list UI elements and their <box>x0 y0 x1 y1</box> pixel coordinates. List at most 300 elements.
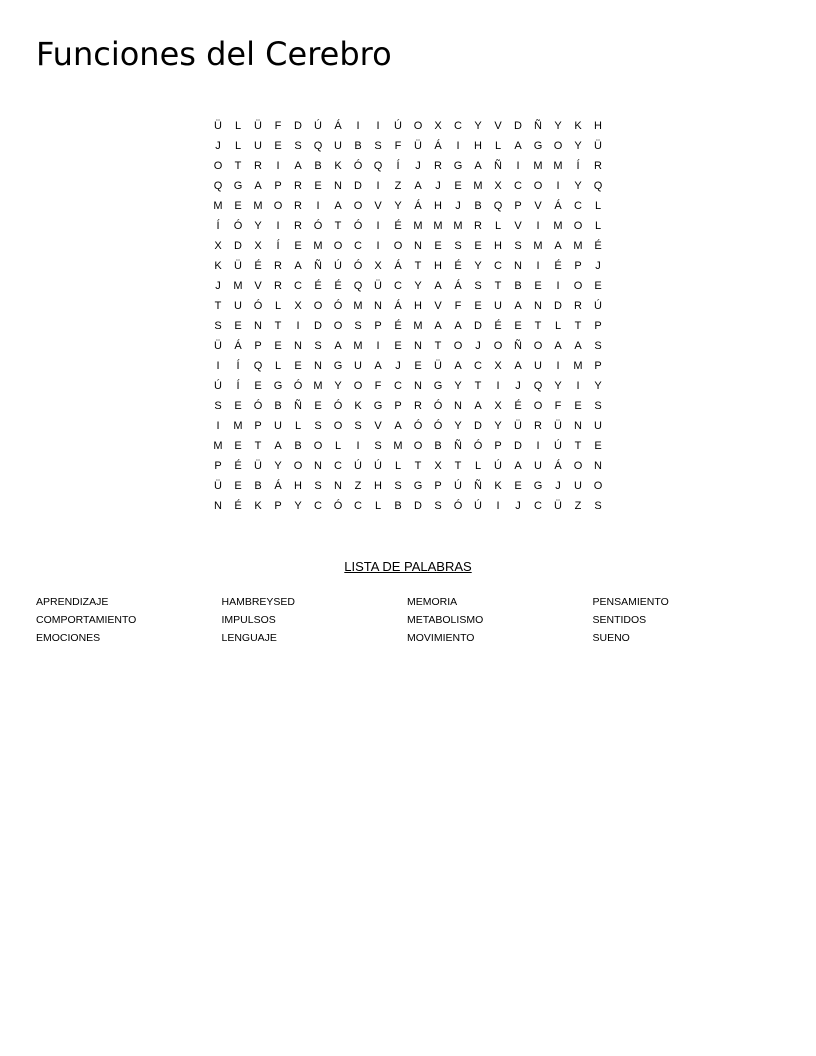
grid-letter: O <box>533 180 543 192</box>
grid-letter: C <box>394 380 402 392</box>
grid-letter: O <box>353 200 363 212</box>
grid-letter: Q <box>493 200 503 212</box>
grid-letter: M <box>473 180 483 192</box>
grid-letter: K <box>354 400 362 412</box>
grid-letter: A <box>434 320 442 332</box>
grid-letter: U <box>494 300 502 312</box>
grid-letter: S <box>434 500 442 512</box>
page-title: Funciones del Cerebro <box>36 35 392 73</box>
grid-letter: M <box>353 340 363 352</box>
grid-letter: E <box>254 380 262 392</box>
grid-letter: Ó <box>333 500 343 512</box>
grid-letter: E <box>314 400 322 412</box>
word-list-item: EMOCIONES <box>36 632 101 644</box>
grid-letter: E <box>394 340 402 352</box>
grid-letter: U <box>254 140 262 152</box>
grid-letter: I <box>516 160 520 172</box>
grid-letter: Í <box>236 380 240 392</box>
grid-letter: Ó <box>253 400 263 412</box>
grid-letter: F <box>394 140 402 152</box>
grid-letter: H <box>594 120 602 132</box>
grid-letter: R <box>534 420 542 432</box>
grid-letter: X <box>434 120 442 132</box>
grid-letter: V <box>374 420 382 432</box>
grid-letter: G <box>433 380 443 392</box>
grid-letter: Á <box>554 460 562 472</box>
grid-letter: A <box>514 300 522 312</box>
grid-letter: E <box>234 400 242 412</box>
grid-letter: I <box>456 140 460 152</box>
grid-letter: E <box>594 440 602 452</box>
grid-letter: E <box>434 240 442 252</box>
grid-letter: R <box>294 180 302 192</box>
grid-letter: X <box>494 180 502 192</box>
grid-letter: I <box>276 220 280 232</box>
grid-letter: P <box>594 320 602 332</box>
grid-letter: B <box>474 200 482 212</box>
grid-letter: Ñ <box>474 480 482 492</box>
grid-letter: Q <box>353 280 363 292</box>
grid-letter: B <box>434 440 442 452</box>
grid-letter: Ó <box>353 160 363 172</box>
grid-letter: O <box>273 200 283 212</box>
grid-letter: D <box>514 120 522 132</box>
grid-letter: Í <box>236 360 240 372</box>
grid-letter: I <box>376 220 380 232</box>
grid-letter: O <box>313 440 323 452</box>
grid-letter: Ü <box>214 340 222 352</box>
grid-letter: Ú <box>474 500 482 512</box>
grid-letter: K <box>494 480 502 492</box>
grid-letter: A <box>554 340 562 352</box>
grid-letter: E <box>234 480 242 492</box>
grid-letter: I <box>376 180 380 192</box>
grid-letter: T <box>254 440 262 452</box>
word-list-item: METABOLISMO <box>407 614 484 626</box>
grid-letter: E <box>474 240 482 252</box>
grid-letter: P <box>514 200 522 212</box>
grid-letter: N <box>374 300 382 312</box>
grid-letter: É <box>514 400 522 412</box>
grid-letter: Ü <box>234 260 242 272</box>
grid-letter: O <box>413 120 423 132</box>
grid-letter: Ü <box>554 420 562 432</box>
grid-letter: G <box>533 480 543 492</box>
grid-letter: J <box>595 260 601 272</box>
grid-letter: M <box>533 160 543 172</box>
grid-letter: O <box>393 240 403 252</box>
grid-letter: Ú <box>454 480 462 492</box>
grid-letter: X <box>494 360 502 372</box>
grid-letter: A <box>554 240 562 252</box>
grid-letter: R <box>274 280 282 292</box>
grid-letter: O <box>333 240 343 252</box>
grid-letter: Y <box>554 120 562 132</box>
grid-letter: L <box>274 360 282 372</box>
grid-letter: F <box>374 380 382 392</box>
grid-letter: G <box>413 480 423 492</box>
grid-letter: Z <box>394 180 402 192</box>
grid-letter: L <box>234 120 242 132</box>
grid-letter: B <box>254 480 262 492</box>
grid-letter: T <box>474 380 482 392</box>
grid-letter: E <box>514 480 522 492</box>
grid-letter: M <box>553 220 563 232</box>
grid-letter: V <box>514 220 522 232</box>
grid-letter: B <box>514 280 522 292</box>
grid-letter: U <box>334 140 342 152</box>
grid-letter: C <box>334 460 342 472</box>
grid-letter: Ú <box>374 460 382 472</box>
word-list-item: IMPULSOS <box>221 614 276 626</box>
grid-letter: P <box>274 180 282 192</box>
grid-letter: V <box>254 280 262 292</box>
grid-letter: L <box>494 140 502 152</box>
grid-letter: M <box>233 280 243 292</box>
grid-letter: H <box>474 140 482 152</box>
grid-letter: A <box>514 360 522 372</box>
grid-letter: J <box>515 500 521 512</box>
grid-letter: E <box>414 360 422 372</box>
grid-letter: O <box>573 460 583 472</box>
grid-letter: L <box>274 300 282 312</box>
grid-letter: O <box>553 140 563 152</box>
grid-letter: C <box>474 360 482 372</box>
grid-letter: R <box>254 160 262 172</box>
word-list-item: COMPORTAMIENTO <box>36 614 137 626</box>
grid-letter: M <box>213 200 223 212</box>
grid-letter: A <box>454 360 462 372</box>
word-list-item: LENGUAJE <box>221 632 277 644</box>
grid-letter: D <box>314 320 322 332</box>
grid-letter: A <box>574 340 582 352</box>
grid-letter: I <box>576 380 580 392</box>
grid-letter: T <box>414 260 422 272</box>
grid-letter: N <box>594 460 602 472</box>
grid-letter: A <box>334 200 342 212</box>
grid-letter: S <box>454 240 462 252</box>
grid-letter: F <box>554 400 562 412</box>
grid-letter: O <box>213 160 223 172</box>
grid-letter: C <box>294 280 302 292</box>
grid-letter: É <box>394 320 402 332</box>
grid-letter: C <box>314 500 322 512</box>
grid-letter: F <box>274 120 282 132</box>
grid-letter: Q <box>533 380 543 392</box>
grid-letter: H <box>374 480 382 492</box>
grid-letter: U <box>354 360 362 372</box>
grid-letter: Á <box>434 140 442 152</box>
grid-letter: B <box>394 500 402 512</box>
grid-letter: S <box>474 280 482 292</box>
grid-letter: Y <box>594 380 602 392</box>
grid-letter: E <box>594 280 602 292</box>
grid-letter: É <box>554 260 562 272</box>
grid-letter: S <box>394 480 402 492</box>
grid-letter: Y <box>554 380 562 392</box>
grid-letter: Q <box>593 180 603 192</box>
grid-letter: T <box>574 320 582 332</box>
grid-letter: S <box>314 480 322 492</box>
grid-letter: N <box>334 180 342 192</box>
grid-letter: E <box>294 240 302 252</box>
grid-letter: Y <box>294 500 302 512</box>
grid-letter: H <box>294 480 302 492</box>
grid-letter: Ü <box>514 420 522 432</box>
grid-letter: E <box>234 320 242 332</box>
grid-letter: Á <box>394 300 402 312</box>
grid-letter: O <box>573 220 583 232</box>
grid-letter: I <box>296 320 300 332</box>
grid-letter: P <box>214 460 222 472</box>
grid-letter: M <box>553 160 563 172</box>
grid-letter: C <box>354 240 362 252</box>
grid-letter: N <box>254 320 262 332</box>
grid-letter: M <box>573 360 583 372</box>
grid-letter: T <box>214 300 222 312</box>
grid-letter: Ó <box>313 220 323 232</box>
grid-letter: N <box>314 460 322 472</box>
word-list-item: MOVIMIENTO <box>407 632 475 644</box>
grid-letter: E <box>474 300 482 312</box>
word-list-item: PENSAMIENTO <box>592 596 669 608</box>
grid-letter: V <box>494 120 502 132</box>
grid-letter: Ó <box>473 440 483 452</box>
grid-letter: U <box>274 420 282 432</box>
grid-letter: M <box>313 240 323 252</box>
grid-letter: E <box>514 320 522 332</box>
grid-letter: E <box>454 180 462 192</box>
grid-letter: I <box>356 120 360 132</box>
grid-letter: N <box>414 340 422 352</box>
grid-letter: O <box>333 420 343 432</box>
grid-letter: A <box>294 160 302 172</box>
grid-letter: Ó <box>293 380 303 392</box>
grid-letter: Ú <box>314 120 322 132</box>
grid-letter: A <box>334 340 342 352</box>
grid-letter: A <box>514 140 522 152</box>
grid-letter: Y <box>474 120 482 132</box>
grid-letter: U <box>574 480 582 492</box>
grid-letter: A <box>374 360 382 372</box>
grid-letter: J <box>555 480 561 492</box>
grid-letter: D <box>514 440 522 452</box>
grid-letter: M <box>393 440 403 452</box>
grid-letter: Y <box>334 380 342 392</box>
grid-letter: P <box>494 440 502 452</box>
grid-letter: Ñ <box>514 340 522 352</box>
grid-letter: B <box>354 140 362 152</box>
word-list-item: HAMBREYSED <box>221 596 296 608</box>
grid-letter: L <box>394 460 402 472</box>
grid-letter: É <box>594 240 602 252</box>
grid-letter: R <box>294 200 302 212</box>
word-list-item: SENTIDOS <box>592 614 647 626</box>
grid-letter: I <box>316 200 320 212</box>
grid-letter: Ó <box>333 400 343 412</box>
grid-letter: Q <box>313 140 323 152</box>
grid-letter: P <box>394 400 402 412</box>
grid-letter: Ñ <box>494 160 502 172</box>
grid-letter: O <box>533 340 543 352</box>
grid-letter: T <box>434 340 442 352</box>
grid-letter: P <box>374 320 382 332</box>
grid-letter: U <box>534 360 542 372</box>
grid-letter: T <box>274 320 282 332</box>
grid-letter: X <box>434 460 442 472</box>
grid-letter: M <box>413 320 423 332</box>
grid-letter: E <box>574 400 582 412</box>
grid-letter: É <box>234 460 242 472</box>
grid-letter: Á <box>454 280 462 292</box>
grid-letter: C <box>494 260 502 272</box>
grid-letter: Ü <box>554 500 562 512</box>
grid-letter: D <box>234 240 242 252</box>
grid-letter: Z <box>354 480 362 492</box>
grid-letter: M <box>533 240 543 252</box>
grid-letter: Í <box>216 220 220 232</box>
grid-letter: M <box>233 420 243 432</box>
grid-letter: D <box>414 500 422 512</box>
grid-letter: J <box>435 180 441 192</box>
grid-letter: Ñ <box>454 440 462 452</box>
grid-letter: Á <box>334 120 342 132</box>
grid-letter: E <box>274 340 282 352</box>
grid-letter: A <box>434 280 442 292</box>
grid-letter: S <box>294 140 302 152</box>
grid-letter: Y <box>454 420 462 432</box>
grid-letter: S <box>214 400 222 412</box>
grid-letter: Ú <box>354 460 362 472</box>
grid-letter: R <box>274 260 282 272</box>
grid-letter: Ú <box>494 460 502 472</box>
grid-letter: C <box>354 500 362 512</box>
grid-letter: Á <box>234 340 242 352</box>
word-list-item: SUENO <box>592 632 630 644</box>
grid-letter: E <box>274 140 282 152</box>
grid-letter: K <box>254 500 262 512</box>
grid-letter: É <box>234 500 242 512</box>
grid-letter: I <box>496 380 500 392</box>
grid-letter: J <box>215 140 221 152</box>
grid-letter: F <box>454 300 462 312</box>
grid-letter: G <box>453 160 463 172</box>
grid-letter: I <box>356 440 360 452</box>
grid-letter: N <box>574 420 582 432</box>
grid-letter: G <box>333 360 343 372</box>
grid-letter: Ñ <box>294 400 302 412</box>
grid-letter: S <box>374 440 382 452</box>
grid-letter: L <box>234 140 242 152</box>
grid-letter: G <box>233 180 243 192</box>
grid-letter: Ú <box>214 380 222 392</box>
grid-letter: L <box>494 220 502 232</box>
grid-letter: G <box>373 400 383 412</box>
grid-letter: Í <box>276 240 280 252</box>
grid-letter: S <box>594 400 602 412</box>
grid-letter: O <box>333 320 343 332</box>
grid-letter: K <box>334 160 342 172</box>
grid-letter: I <box>556 280 560 292</box>
grid-letter: I <box>376 240 380 252</box>
grid-letter: O <box>453 340 463 352</box>
grid-letter: R <box>414 400 422 412</box>
grid-letter: J <box>415 160 421 172</box>
grid-letter: T <box>234 160 242 172</box>
grid-letter: E <box>294 360 302 372</box>
grid-letter: L <box>594 220 602 232</box>
grid-letter: Ú <box>334 260 342 272</box>
grid-letter: I <box>496 500 500 512</box>
grid-letter: S <box>354 320 362 332</box>
grid-letter: Á <box>394 260 402 272</box>
grid-letter: M <box>353 300 363 312</box>
grid-letter: T <box>494 280 502 292</box>
grid-letter: B <box>274 400 282 412</box>
grid-letter: I <box>536 220 540 232</box>
grid-letter: J <box>475 340 481 352</box>
grid-letter: R <box>294 220 302 232</box>
grid-letter: É <box>334 280 342 292</box>
grid-letter: É <box>454 260 462 272</box>
grid-letter: Q <box>253 360 263 372</box>
grid-letter: T <box>454 460 462 472</box>
grid-letter: O <box>573 280 583 292</box>
grid-letter: D <box>474 320 482 332</box>
grid-letter: B <box>314 160 322 172</box>
grid-letter: N <box>414 380 422 392</box>
grid-letter: P <box>574 260 582 272</box>
grid-letter: A <box>394 420 402 432</box>
grid-letter: H <box>434 200 442 212</box>
grid-letter: N <box>534 300 542 312</box>
grid-letter: A <box>274 440 282 452</box>
grid-letter: M <box>253 200 263 212</box>
grid-letter: O <box>293 460 303 472</box>
grid-letter: I <box>536 440 540 452</box>
grid-letter: Á <box>554 200 562 212</box>
grid-letter: O <box>493 340 503 352</box>
grid-letter: L <box>294 420 302 432</box>
grid-letter: Y <box>394 200 402 212</box>
word-list-heading: LISTA DE PALABRAS <box>344 559 472 574</box>
grid-letter: X <box>294 300 302 312</box>
word-list-item: APRENDIZAJE <box>36 596 109 608</box>
grid-letter: Ó <box>413 420 423 432</box>
grid-letter: X <box>494 400 502 412</box>
grid-letter: M <box>453 220 463 232</box>
grid-letter: Q <box>213 180 223 192</box>
grid-letter: T <box>334 220 342 232</box>
letter-grid <box>208 116 608 516</box>
grid-letter: J <box>515 380 521 392</box>
grid-letter: I <box>536 260 540 272</box>
grid-letter: T <box>534 320 542 332</box>
grid-letter: D <box>294 120 302 132</box>
grid-letter: Ú <box>394 120 402 132</box>
grid-letter: C <box>394 280 402 292</box>
grid-letter: I <box>216 420 220 432</box>
grid-letter: O <box>353 380 363 392</box>
grid-letter: Y <box>494 420 502 432</box>
grid-letter: C <box>514 180 522 192</box>
grid-letter: S <box>374 140 382 152</box>
grid-letter: D <box>554 300 562 312</box>
grid-letter: I <box>216 360 220 372</box>
grid-letter: E <box>314 180 322 192</box>
grid-letter: P <box>434 480 442 492</box>
grid-letter: Ñ <box>314 260 322 272</box>
